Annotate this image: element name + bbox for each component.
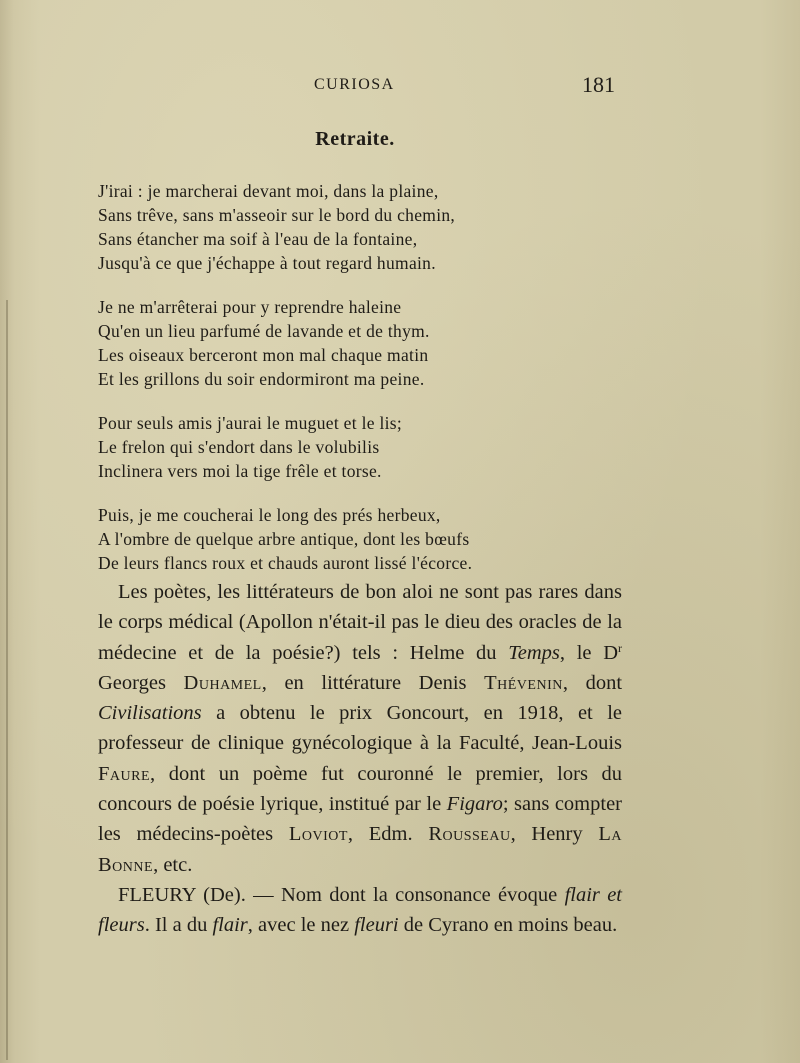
paragraph-poets — [98, 577, 622, 880]
stanza-2 — [98, 295, 618, 391]
text-run: a obtenu le prix Goncourt, en 1918, et le professeur de clinique gynécologique à la Faculté, Jean-Louis — [98, 702, 622, 755]
verse-line: Puis, je me coucherai le long des prés herbeux, — [98, 505, 441, 525]
newspaper-title-figaro: Figaro — [446, 793, 503, 816]
author-name-faure: Faure — [98, 762, 151, 785]
text-run: . Il a du — [144, 914, 213, 937]
author-name-duhamel: Duhamel — [183, 671, 262, 694]
author-name-thevenin: Thévenin — [484, 671, 563, 694]
running-head: CURIOSA — [314, 76, 395, 93]
text-run: Georges — [98, 671, 184, 694]
stanza-3 — [98, 411, 618, 483]
author-name-loviot: Loviot — [288, 823, 348, 846]
verse-line: A l'ombre de quelque arbre antique, dont les bœufs — [98, 529, 470, 549]
text-run: , dont — [562, 671, 623, 694]
stanza-4 — [98, 503, 618, 575]
poem-title: Retraite. — [315, 128, 395, 150]
text-run: , en littérature Denis — [261, 671, 485, 694]
verse-line: De leurs flancs roux et chauds auront lissé l'écorce. — [98, 553, 473, 573]
newspaper-title-temps: Temps — [508, 641, 560, 664]
verse-line: Et les grillons du soir endormiront ma peine. — [98, 369, 425, 389]
verse-line: Sans étancher ma soif à l'eau de la fontaine, — [98, 229, 418, 249]
italic-word: fleuri — [354, 914, 399, 937]
page-number: 181 — [582, 72, 615, 97]
italic-word: flair — [212, 914, 248, 937]
verse-line: Je ne m'arrêterai pour y reprendre haleine — [98, 297, 402, 317]
text-run: , Henry — [510, 823, 599, 846]
verse-line: Inclinera vers moi la tige frêle et torse. — [98, 461, 382, 481]
verse-line: Le frelon qui s'endort dans le volubilis — [98, 437, 380, 457]
verse-line: Jusqu'à ce que j'échappe à tout regard humain. — [98, 253, 436, 273]
page-gutter-shadow — [6, 300, 8, 1060]
text-run: , Edm. — [347, 823, 429, 846]
superscript-abbrev: r — [618, 640, 622, 655]
text-run: , etc. — [153, 853, 193, 876]
author-name-labonne: La Bonne — [98, 823, 622, 876]
text-run: , avec le nez — [247, 914, 355, 937]
prose-body — [98, 577, 622, 941]
verse-line: Sans trêve, sans m'asseoir sur le bord du chemin, — [98, 205, 456, 225]
text-run: ; sans compter les médecins-poètes — [98, 793, 623, 846]
paragraph-fleury — [98, 880, 622, 941]
stanza-1 — [98, 179, 618, 275]
author-name-rousseau: Rousseau — [428, 823, 511, 846]
italic-phrase: flair et fleurs — [98, 883, 622, 937]
text-run: , dont un poème fut couronné le premier, lors du concours de poésie lyrique, institué par le — [98, 762, 622, 816]
verse-line: Qu'en un lieu parfumé de lavande et de thym. — [98, 321, 430, 341]
book-title-civilisations: Civilisations — [98, 702, 202, 725]
text-run: FLEURY (De). — Nom dont la consonance évoque — [118, 883, 565, 906]
verse-line: Les oiseaux berceront mon mal chaque matin — [98, 345, 429, 365]
text-run: de Cyrano en moins beau. — [398, 914, 618, 937]
text-run: , le D — [559, 641, 618, 664]
poem — [98, 179, 618, 595]
verse-line: Pour seuls amis j'aurai le muguet et le lis; — [98, 413, 403, 433]
verse-line: J'irai : je marcherai devant moi, dans la plaine, — [98, 181, 439, 201]
text-run: Les poètes, les littérateurs de bon aloi ne sont pas rares dans le corps médical (Apollon n'était-il pas le dieu des oracles de la médecine et de la poésie?) tels : Helme du — [98, 581, 622, 664]
page-header — [0, 72, 800, 102]
